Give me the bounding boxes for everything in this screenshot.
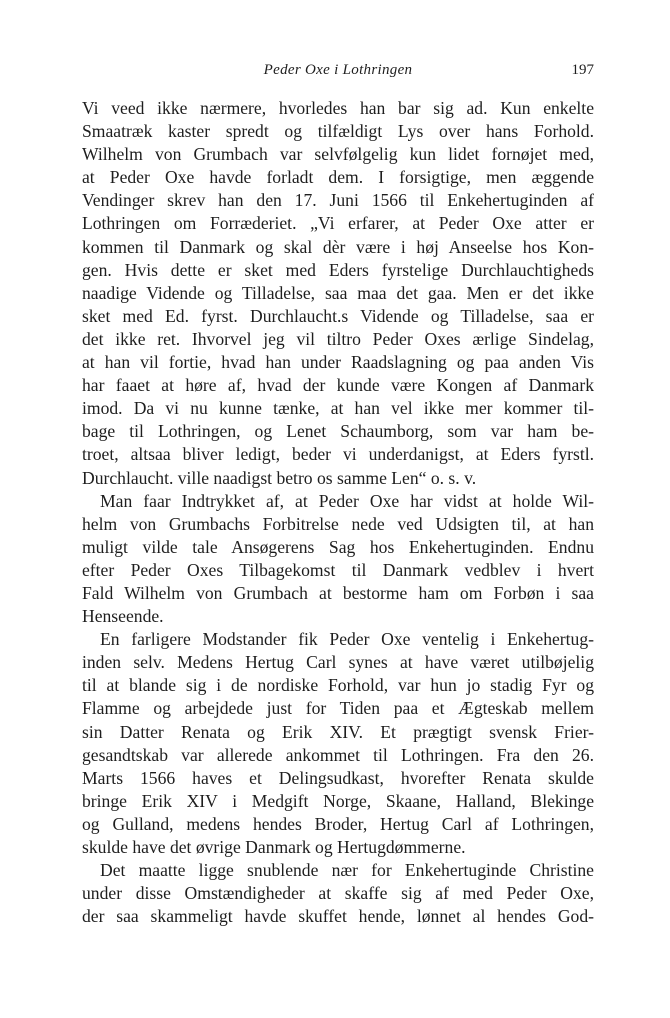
text-line: troet, altsaa bliver ledigt, beder vi underdanigst, at Eders fyrstl.	[82, 444, 594, 465]
text-line: Fald Wilhelm von Grumbach at bestorme ham om Forbøn i saa	[82, 582, 594, 603]
text-line: Vendinger skrev han den 17. Juni 1566 til Enkehertuginden af	[82, 190, 594, 211]
text-line: naadige Vidende og Tilladelse, saa maa det gaa. Men er det ikke	[82, 282, 594, 303]
text-line: Flamme og arbejdede just for Tiden paa et Ægteskab mellem	[82, 698, 594, 719]
body-text	[82, 97, 594, 928]
text-line: at han vil fortie, hvad han under Raadslagning og paa anden Vis	[82, 352, 594, 373]
text-line: Man faar Indtrykket af, at Peder Oxe har vidst at holde Wil-	[100, 490, 594, 511]
text-line: sket med Ed. fyrst. Durchlaucht.s Vidende og Tilladelse, saa er	[82, 305, 594, 326]
text-line: Wilhelm von Grumbach var selvfølgelig kun lidet fornøjet med,	[82, 144, 594, 165]
text-line: helm von Grumbachs Forbitrelse nede ved Udsigten til, at han	[82, 513, 594, 534]
text-line: sin Datter Renata og Erik XIV. Et prægtigt svensk Frier-	[82, 721, 594, 742]
text-line: imod. Da vi nu kunne tænke, at han vel ikke mer kommer til-	[82, 398, 594, 419]
text-line: kommen til Danmark og skal dèr være i høj Anseelse hos Kon-	[82, 236, 594, 257]
text-line: under disse Omstændigheder at skaffe sig af med Peder Oxe,	[82, 883, 594, 904]
page-header	[82, 62, 594, 84]
text-line: Vi veed ikke nærmere, hvorledes han bar sig ad. Kun enkelte	[82, 98, 594, 118]
running-title: Peder Oxe i Lothringen	[263, 62, 413, 78]
text-line: En farligere Modstander fik Peder Oxe ventelig i Enkehertug-	[100, 629, 594, 650]
text-line: muligt vilde tale Ansøgerens Sag hos Enkehertuginden. Endnu	[82, 536, 594, 557]
text-line: har faaet at høre af, hvad der kunde være Kongen af Danmark	[82, 375, 594, 396]
text-line: Marts 1566 haves et Delingsudkast, hvorefter Renata skulde	[82, 767, 594, 788]
text-line: til at blande sig i de nordiske Forhold, var hun jo stadig Fyr og	[82, 675, 594, 696]
text-line: og Gulland, medens hendes Broder, Hertug Carl af Lothringen,	[82, 813, 594, 834]
text-line: at Peder Oxe havde forladt dem. I forsigtige, men æggende	[82, 167, 594, 188]
text-line: Det maatte ligge snublende nær for Enkehertuginde Christine	[100, 860, 594, 881]
text-line: der saa skammeligt havde skuffet hende, lønnet al hendes God-	[82, 906, 594, 927]
text-line: inden selv. Medens Hertug Carl synes at have været utilbøjelig	[82, 652, 594, 673]
text-line: Durchlaucht. ville naadigst betro os samme Len“ o. s. v.	[82, 467, 477, 488]
text-line: det ikke ret. Ihvorvel jeg vil tiltro Peder Oxes ærlige Sindelag,	[82, 328, 594, 349]
text-line: Henseende.	[82, 606, 164, 627]
page-number: 197	[571, 62, 594, 78]
text-line: Lothringen om Forræderiet. „Vi erfarer, at Peder Oxe atter er	[82, 213, 594, 234]
text-line: efter Peder Oxes Tilbagekomst til Danmark vedblev i hvert	[82, 559, 594, 580]
text-line: skulde have det øvrige Danmark og Hertugdømmerne.	[82, 837, 466, 857]
text-line: bage til Lothringen, og Lenet Schaumborg, som var ham be-	[82, 421, 594, 442]
text-line: bringe Erik XIV i Medgift Norge, Skaane, Halland, Blekinge	[82, 790, 594, 811]
text-line: Smaatræk kaster spredt og tilfældigt Lys over hans Forhold.	[82, 121, 594, 142]
text-line: gen. Hvis dette er sket med Eders fyrstelige Durchlauchtigheds	[82, 259, 594, 280]
text-line: gesandtskab var allerede ankommet til Lothringen. Fra den 26.	[82, 744, 594, 765]
